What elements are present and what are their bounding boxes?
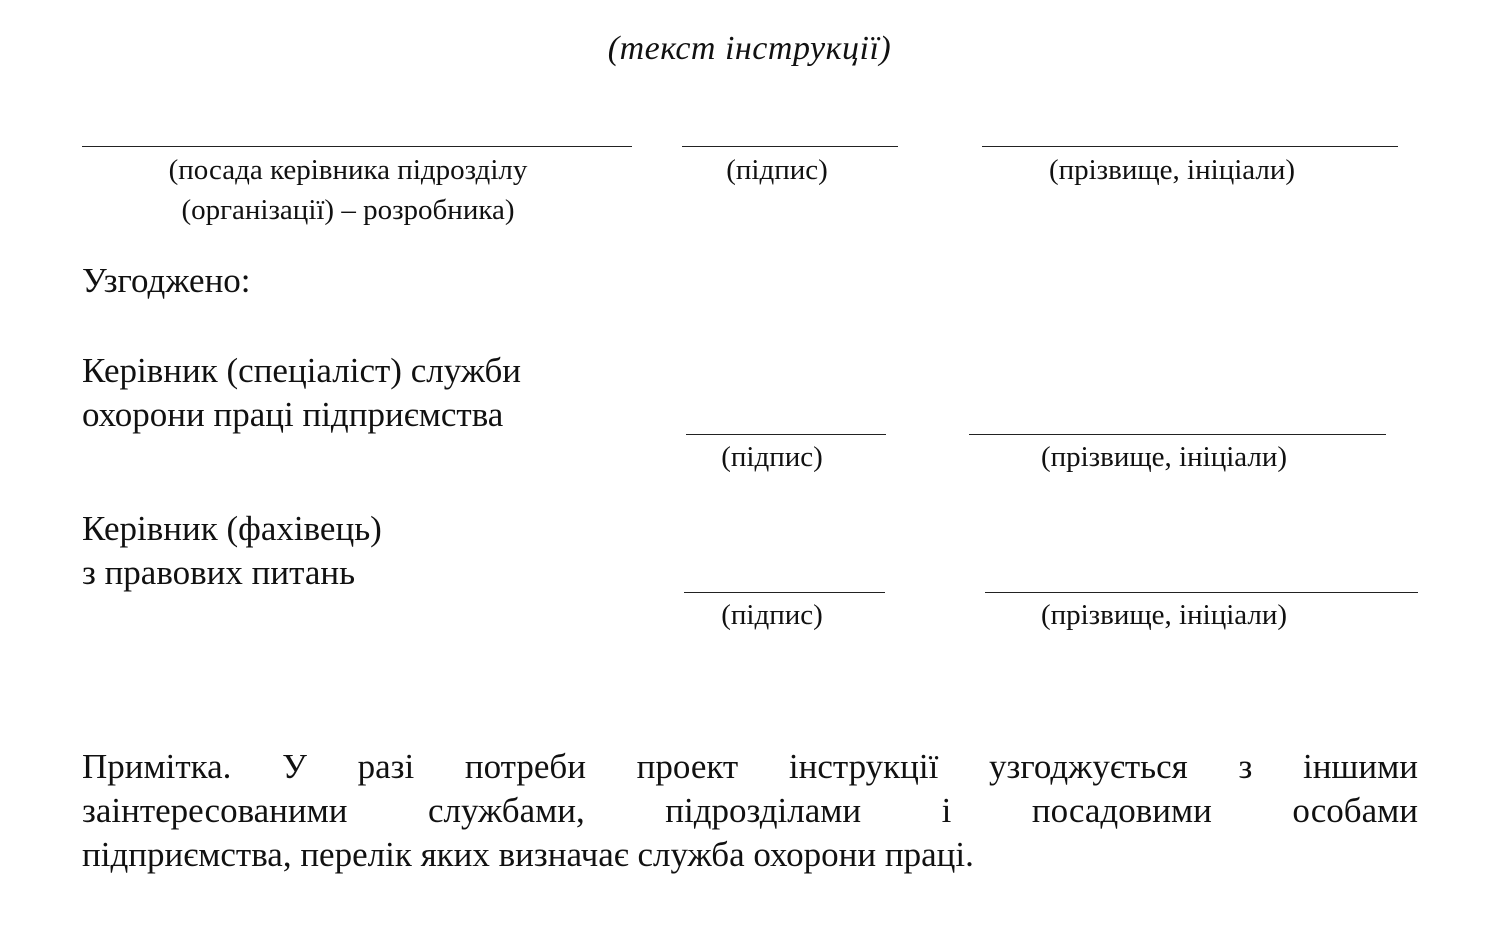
safety-role-line2: охорони праці підприємства (82, 395, 504, 434)
legal-role (82, 507, 382, 595)
safety-signature-caption: (підпис) (721, 441, 823, 473)
safety-name-caption: (прізвище, ініціали) (1040, 441, 1288, 473)
document-title: (текст інструкції) (607, 30, 892, 67)
legal-name-line (985, 592, 1418, 593)
note-line3: підприємства, перелік яких визначає служба охорони праці. (82, 835, 974, 874)
note-line2: заінтересованими службами, підрозділами і посадовими особами (82, 791, 1418, 830)
legal-signature-caption: (підпис) (721, 599, 823, 631)
agreed-label: Узгоджено: (82, 261, 251, 300)
signature-caption: (підпис) (726, 154, 828, 186)
position-caption (82, 150, 614, 230)
position-caption-line1: (посада керівника підрозділу (168, 154, 528, 186)
note-line1: Примітка. У разі потреби проект інструкції узгоджується з іншими (82, 747, 1418, 786)
position-line (82, 146, 632, 147)
safety-role-line1: Керівник (спеціаліст) служби (82, 351, 521, 390)
name-line (982, 146, 1398, 147)
signature-line (682, 146, 898, 147)
legal-signature-line (684, 592, 885, 593)
legal-name-caption: (прізвище, ініціали) (1040, 599, 1288, 631)
name-caption: (прізвище, ініціали) (1048, 154, 1296, 186)
safety-role (82, 349, 521, 437)
legal-role-line2: з правових питань (82, 553, 356, 592)
legal-role-line1: Керівник (фахівець) (82, 509, 382, 548)
position-caption-line2: (організації) – розробника) (181, 194, 515, 226)
safety-name-line (969, 434, 1386, 435)
safety-signature-line (686, 434, 886, 435)
note (82, 745, 1418, 877)
